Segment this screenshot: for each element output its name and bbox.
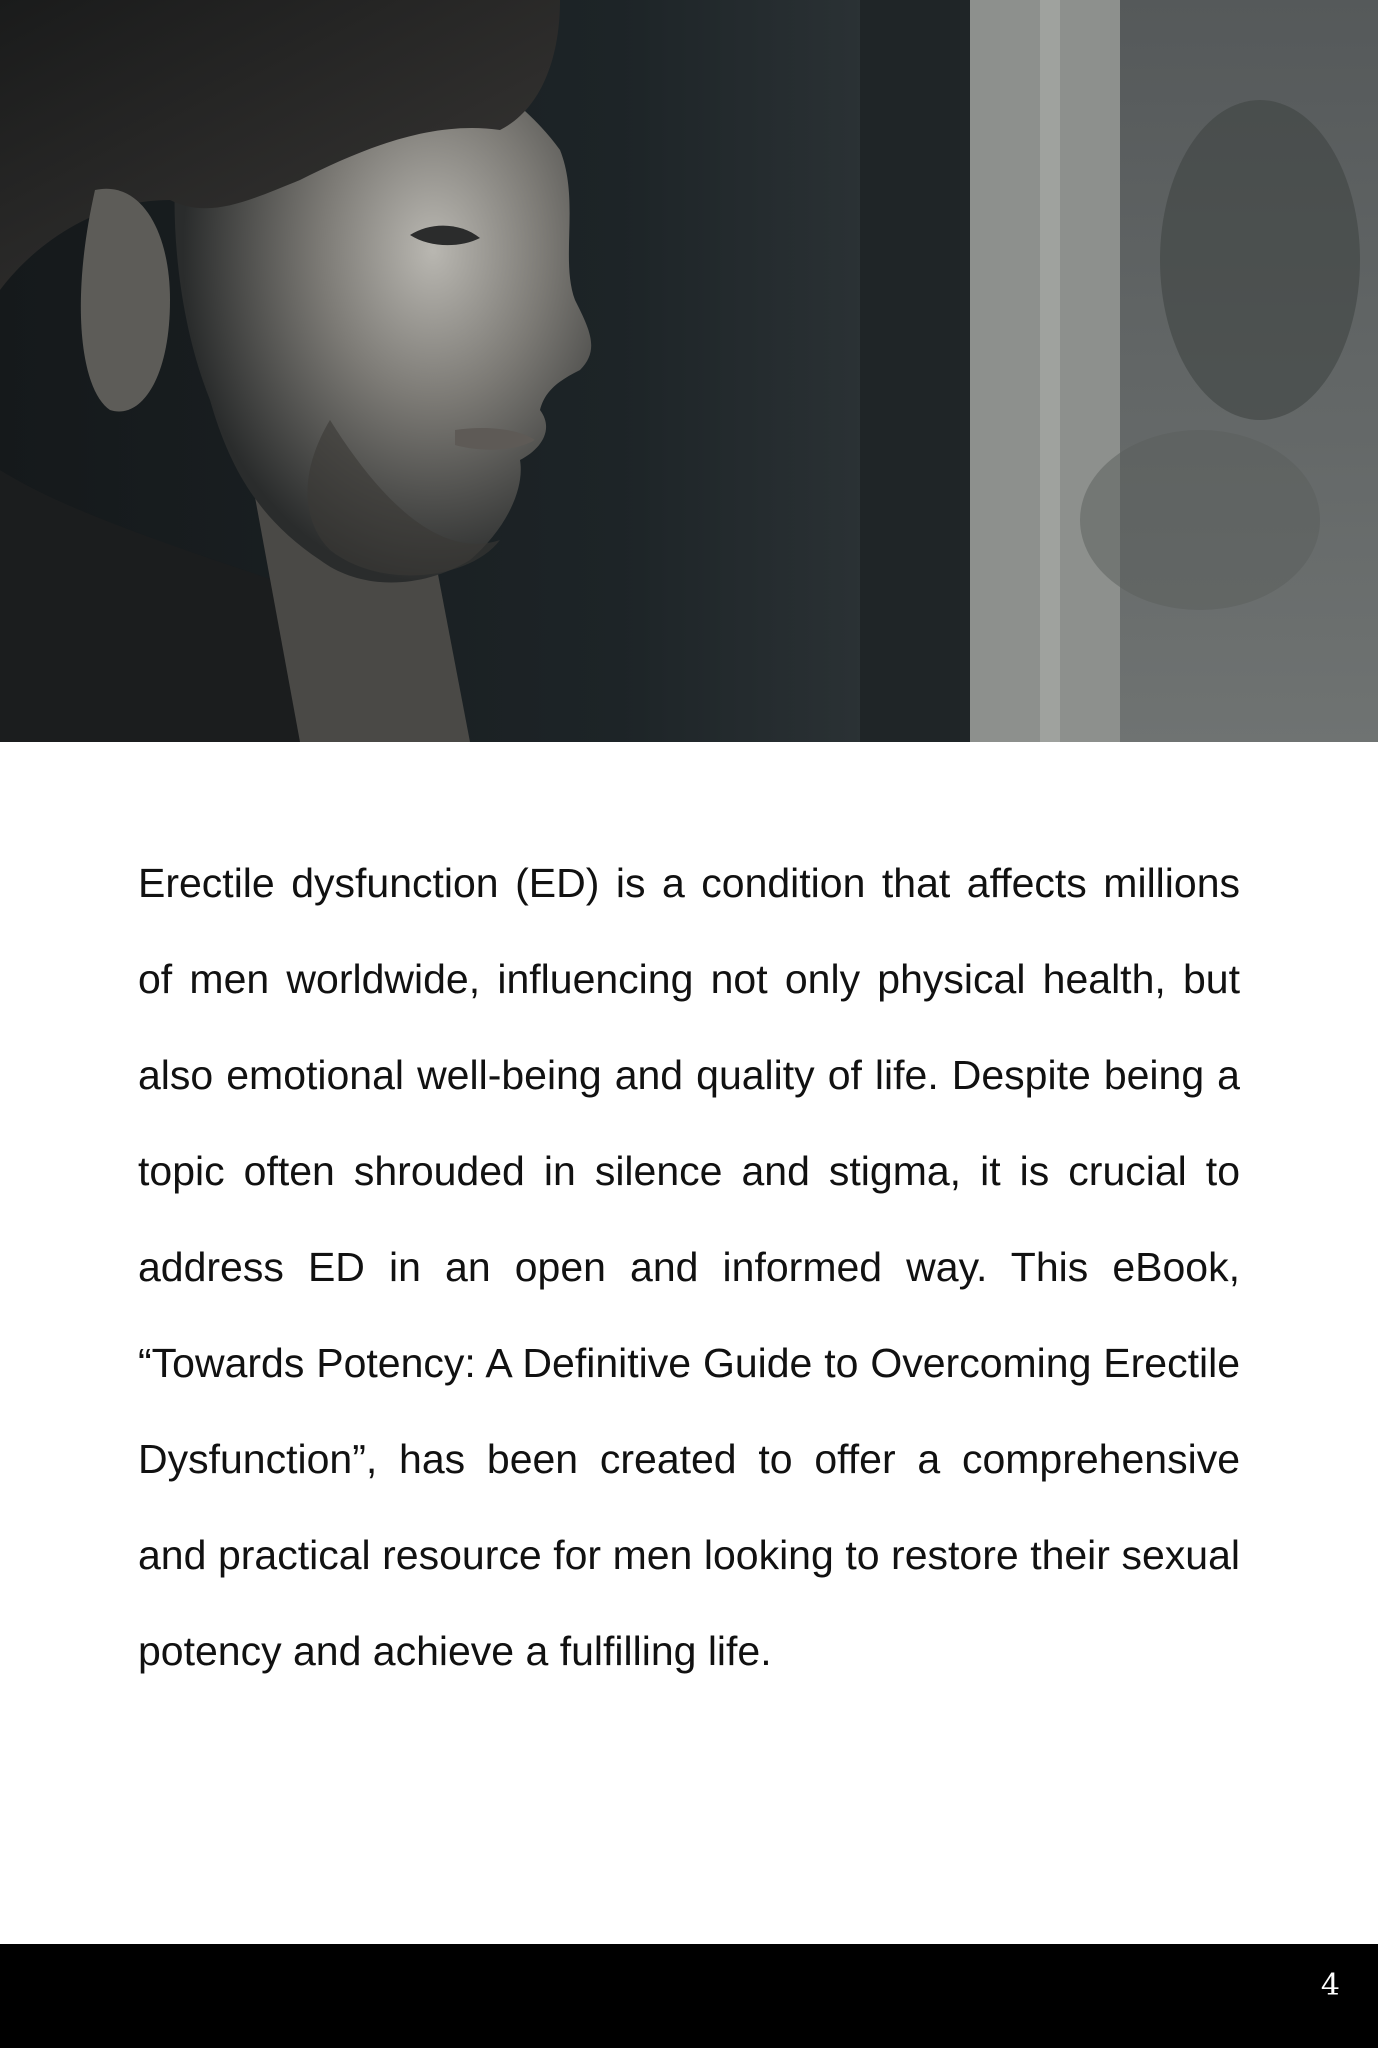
- footer-bar: [0, 1944, 1378, 2048]
- page-number: 4: [1320, 1968, 1340, 2003]
- man-profile-photo-icon: [0, 0, 1378, 742]
- hero-photo: [0, 0, 1378, 742]
- body-paragraph: Erectile dysfunction (ED) is a condition that affects millions of men worldwide, influencing not only physical health, but also emotional well-being and quality of life. Despite being a topic often shrouded in silence and stigma, it is crucial to address ED in an open and informed way. This eBook, “Towards Potency: A Definitive Guide to Overcoming Erectile Dysfunction”, has been created to offer a comprehensive and practical resource for men looking to restore their sexual potency and achieve a fulfilling life.: [138, 860, 1240, 1674]
